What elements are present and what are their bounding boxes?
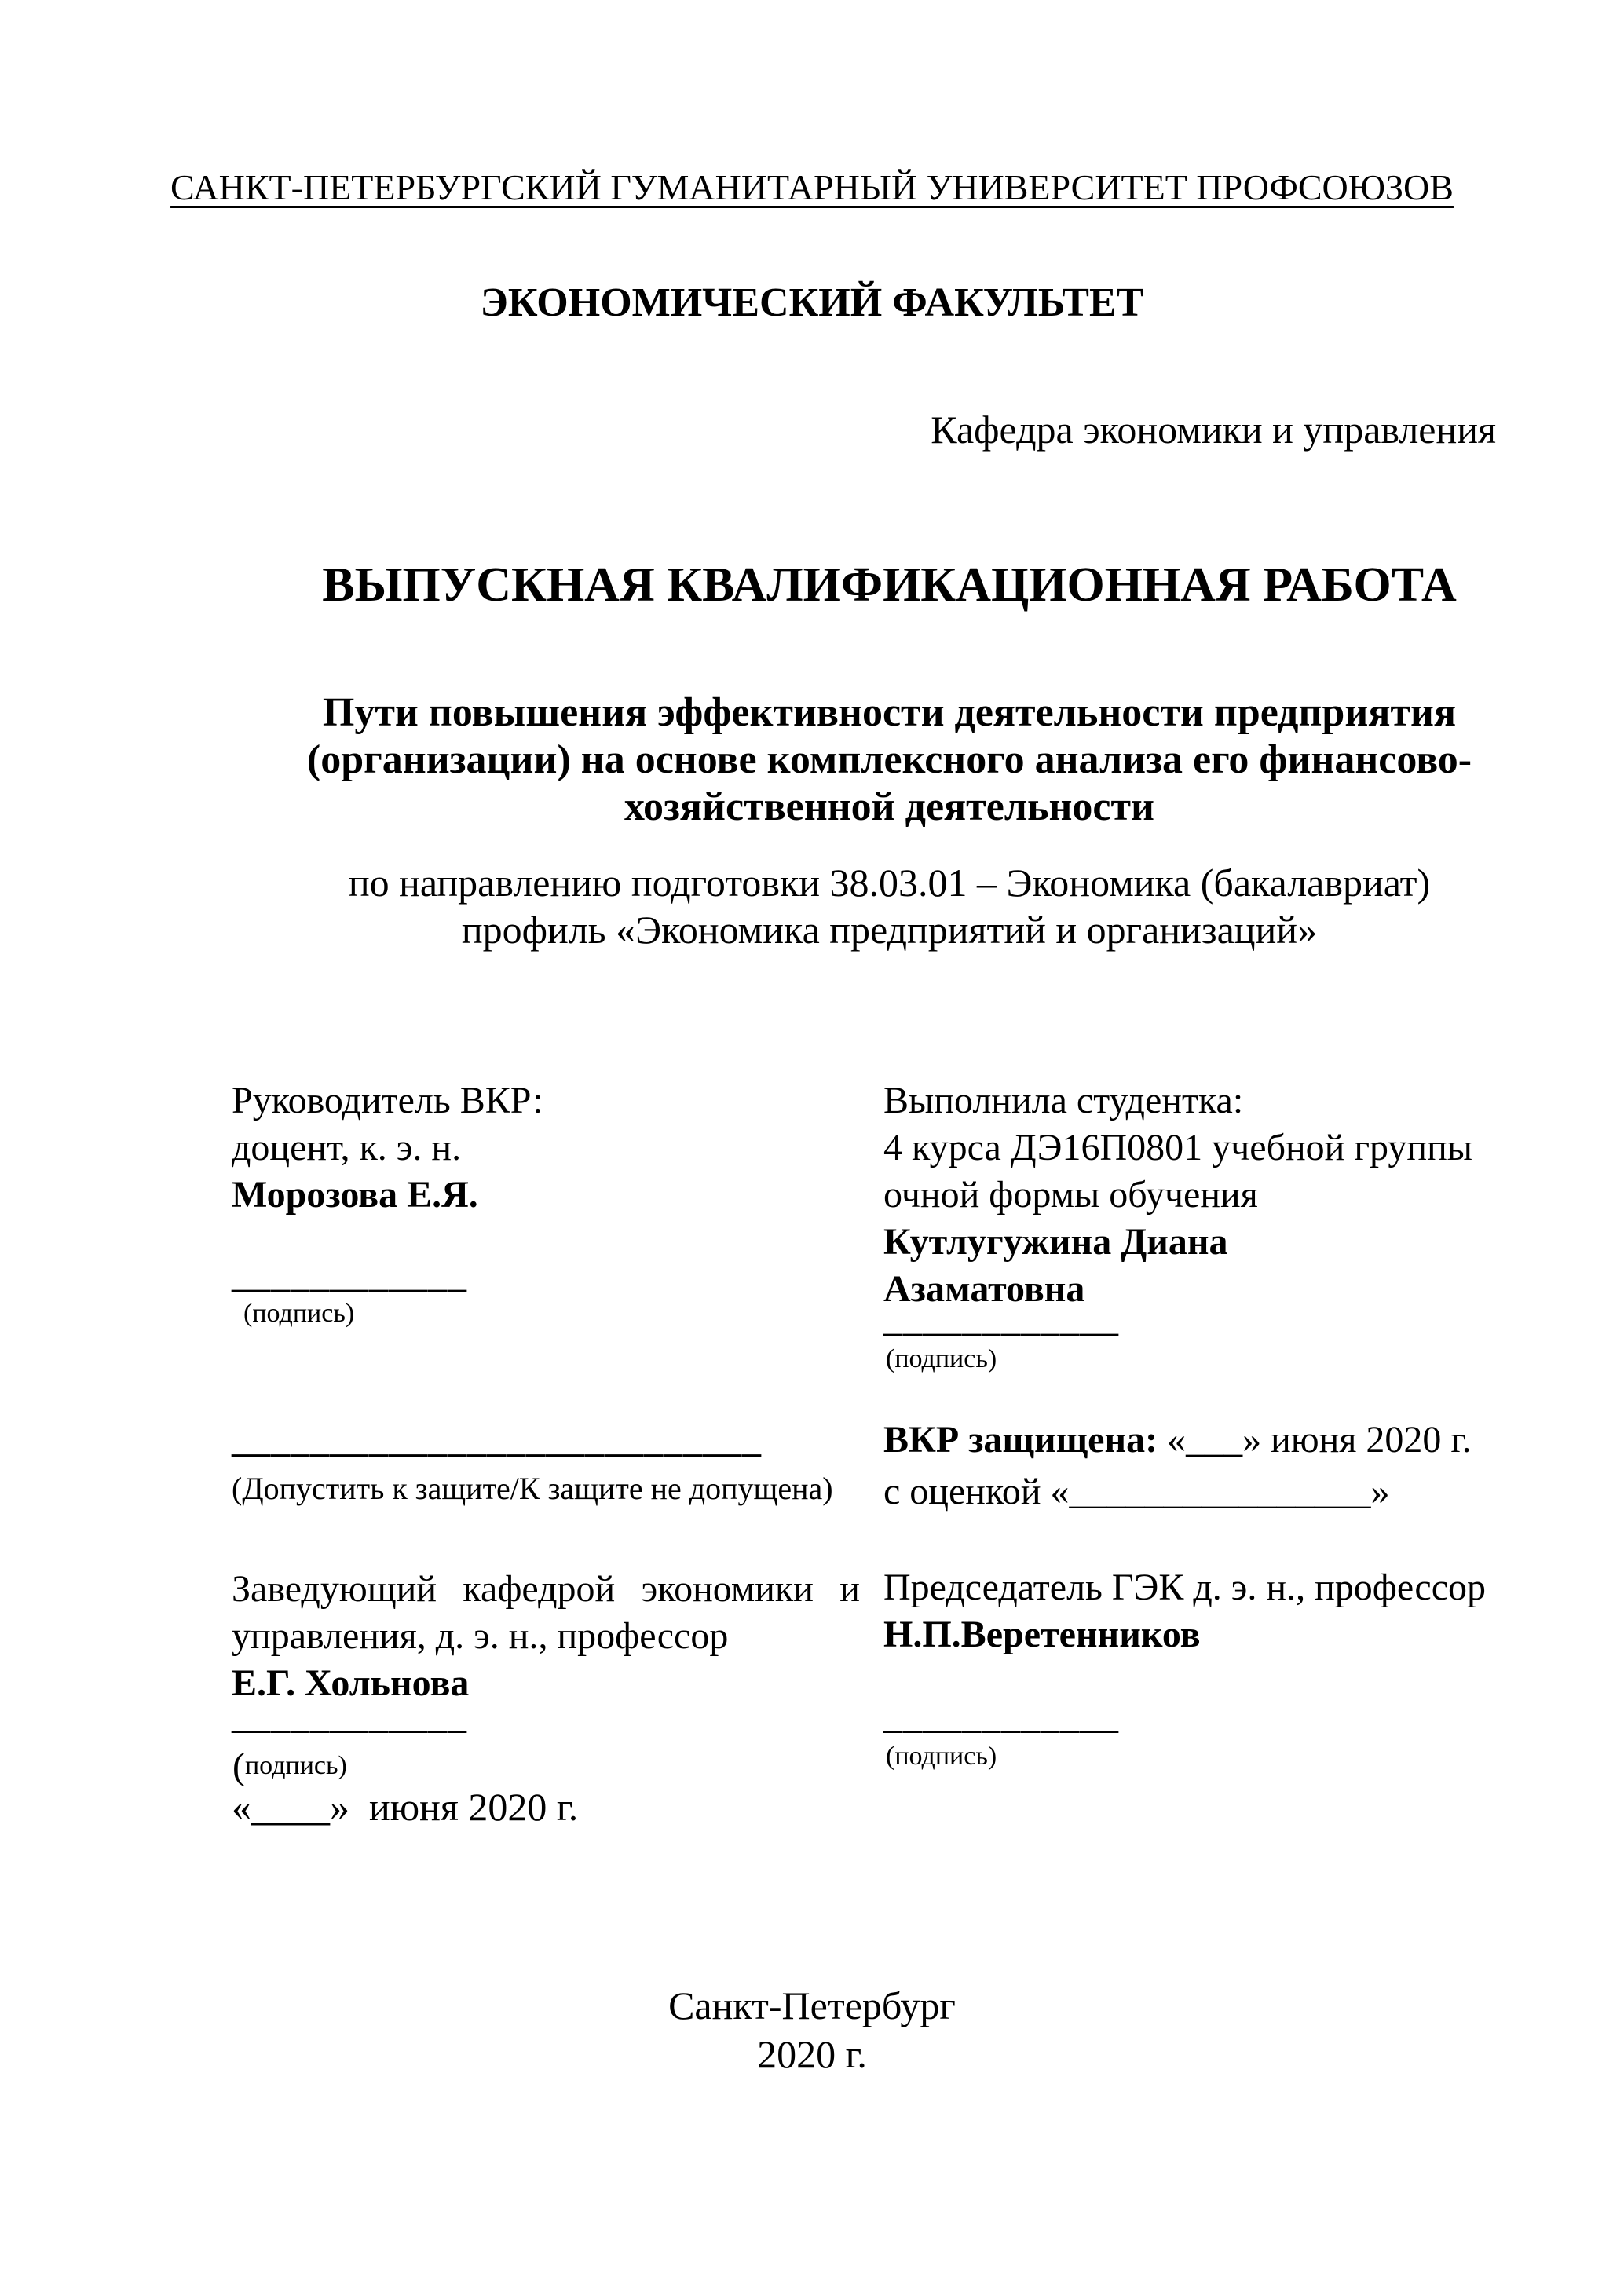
faculty-name: ЭКОНОМИЧЕСКИЙ ФАКУЛЬТЕТ [480, 280, 1144, 325]
head-of-department-section [232, 1566, 860, 1707]
chairman-section [883, 1564, 1520, 1658]
direction-line: профиль «Экономика предприятий и организаций» [461, 908, 1318, 952]
chairman-title: Председатель ГЭК д. э. н., профессор [883, 1567, 1486, 1608]
footer-year: 2020 г. [757, 2032, 867, 2076]
student-name-line: Азаматовна [883, 1268, 1085, 1310]
supervisor-signature-line: ____________ [232, 1254, 467, 1296]
admission-line: ___________________________ [232, 1419, 762, 1461]
supervisor-degree: доцент, к. э. н. [232, 1127, 462, 1168]
big-paren: ( [232, 1746, 245, 1787]
university-name: САНКТ-ПЕТЕРБУРГСКИЙ ГУМАНИТАРНЫЙ УНИВЕРСИТЕТ ПРОФСОЮЗОВ [170, 167, 1454, 207]
direction-block [232, 859, 1547, 953]
supervisor-signature-label: (подпись) [243, 1299, 355, 1328]
supervisor-role: Руководитель ВКР: [232, 1080, 543, 1121]
work-type-heading: ВЫПУСКНАЯ КВАЛИФИКАЦИОННАЯ РАБОТА [322, 558, 1457, 612]
defense-date: «___» июня 2020 г. [1158, 1419, 1472, 1461]
head-signature-line: ____________ [232, 1695, 467, 1737]
student-section [883, 1077, 1520, 1313]
defense-grade-line: с оценкой «________________» [883, 1471, 1390, 1512]
topic-line: Пути повышения эффективности деятельности предприятия [322, 690, 1457, 735]
student-form: очной формы обучения [883, 1174, 1258, 1216]
footer-block [0, 1981, 1624, 2078]
supervisor-name: Морозова Е.Я. [232, 1174, 478, 1216]
student-signature-line: ____________ [883, 1298, 1119, 1340]
department-name: Кафедра экономики и управления [931, 408, 1496, 452]
head-name: Е.Г. Хольнова [232, 1662, 470, 1704]
supervisor-section [232, 1077, 860, 1219]
topic-line: хозяйственной деятельности [624, 784, 1155, 829]
student-signature-label: (подпись) [886, 1344, 997, 1373]
thesis-topic [232, 689, 1547, 831]
signature-label-text: подпись) [244, 1751, 347, 1780]
student-performed: Выполнила студентка: [883, 1080, 1244, 1121]
chairman-name: Н.П.Веретенников [883, 1614, 1201, 1655]
admission-label: (Допустить к защите/К защите не допущена) [232, 1471, 833, 1506]
chairman-signature-line: ____________ [883, 1695, 1119, 1737]
topic-line: (организации) на основе комплексного анализа его финансово- [306, 737, 1472, 782]
defense-label: ВКР защищена: [883, 1419, 1158, 1461]
head-title-line: управления, д. э. н., профессор [232, 1615, 729, 1657]
chairman-signature-label: (подпись) [886, 1742, 997, 1771]
footer-city: Санкт-Петербург [668, 1983, 956, 2027]
student-name-line: Кутлугужина Диана [883, 1221, 1228, 1263]
head-signature-label [232, 1745, 347, 1788]
direction-line: по направлению подготовки 38.03.01 – Экономика (бакалавриат) [348, 861, 1431, 905]
head-date-line: «____» июня 2020 г. [232, 1785, 579, 1829]
defense-date-line [883, 1418, 1520, 1461]
head-title-line: Заведующий кафедрой экономики и [232, 1568, 860, 1610]
student-group: 4 курса ДЭ16П0801 учебной группы [883, 1127, 1473, 1168]
